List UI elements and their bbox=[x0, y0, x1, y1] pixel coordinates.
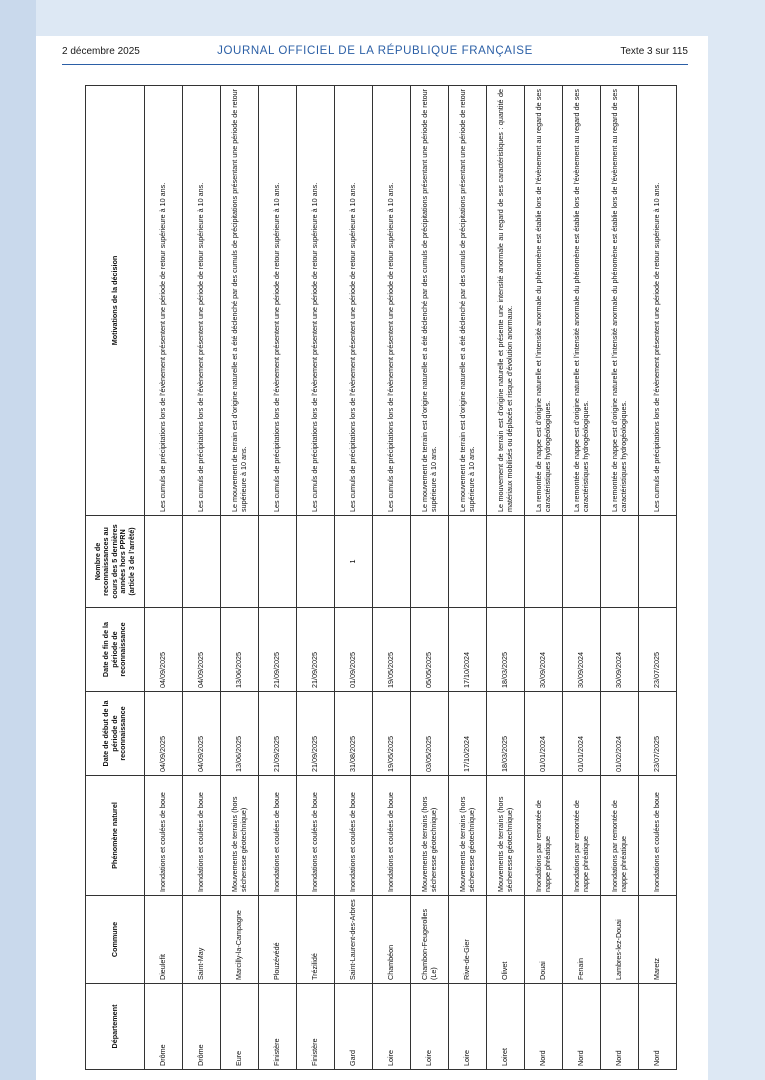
cell-date-debut: 01/01/2024 bbox=[563, 692, 601, 776]
table-header-row bbox=[86, 86, 145, 1070]
cell-motivation: La remontée de nappe est d’origine naturelle et l’intensité anormale du phénomène est établie lors de l’évènement au regard de ses caractéristiques hydrogéologiques. bbox=[525, 86, 563, 516]
cell-nombre-reconnaissances bbox=[221, 516, 259, 608]
cell-date-fin: 18/03/2025 bbox=[487, 608, 525, 692]
cell-date-debut: 01/02/2024 bbox=[601, 692, 639, 776]
table-row bbox=[335, 86, 373, 1070]
table-row bbox=[449, 86, 487, 1070]
cell-departement: Finistère bbox=[259, 984, 297, 1070]
cell-commune: Plouzévédé bbox=[259, 896, 297, 984]
cell-phenomene: Inondations par remontée de nappe phréatique bbox=[563, 776, 601, 896]
cell-date-fin: 30/09/2024 bbox=[525, 608, 563, 692]
cell-departement: Loire bbox=[411, 984, 449, 1070]
cell-nombre-reconnaissances bbox=[411, 516, 449, 608]
cell-date-debut: 17/10/2024 bbox=[449, 692, 487, 776]
cell-commune: Marcilly-la-Campagne bbox=[221, 896, 259, 984]
column-header-motivations: Motivations de la décision bbox=[86, 86, 145, 516]
cell-phenomene: Inondations par remontée de nappe phréatique bbox=[525, 776, 563, 896]
cell-commune: Chambon-Feugerolles (Le) bbox=[411, 896, 449, 984]
cell-motivation: Les cumuls de précipitations lors de l’évènement présentent une période de retour supérieure à 10 ans. bbox=[335, 86, 373, 516]
cell-nombre-reconnaissances bbox=[373, 516, 411, 608]
cell-motivation: Les cumuls de précipitations lors de l’évènement présentent une période de retour supérieure à 10 ans. bbox=[297, 86, 335, 516]
cell-departement: Loiret bbox=[487, 984, 525, 1070]
cell-date-debut: 19/05/2025 bbox=[373, 692, 411, 776]
cell-phenomene: Mouvements de terrains (hors sécheresse géotechnique) bbox=[487, 776, 525, 896]
cell-date-fin: 23/07/2025 bbox=[639, 608, 677, 692]
cell-date-fin: 17/10/2024 bbox=[449, 608, 487, 692]
column-header-commune: Commune bbox=[86, 896, 145, 984]
cell-phenomene: Inondations et coulées de boue bbox=[145, 776, 183, 896]
cell-nombre-reconnaissances bbox=[639, 516, 677, 608]
cell-date-debut: 04/09/2025 bbox=[183, 692, 221, 776]
cell-date-fin: 05/05/2025 bbox=[411, 608, 449, 692]
cell-motivation: La remontée de nappe est d’origine naturelle et l’intensité anormale du phénomène est établie lors de l’évènement au regard de ses caractéristiques hydrogéologiques. bbox=[563, 86, 601, 516]
cell-nombre-reconnaissances bbox=[525, 516, 563, 608]
cell-motivation: Les cumuls de précipitations lors de l’évènement présentent une période de retour supérieure à 10 ans. bbox=[373, 86, 411, 516]
publication-date: 2 décembre 2025 bbox=[62, 46, 140, 57]
cell-departement: Loire bbox=[449, 984, 487, 1070]
table-row bbox=[297, 86, 335, 1070]
column-header-nombre-reconnaissances: Nombre de reconnaissances au cours des 5 dernières années hors PPRN (article 3 de l’arrêté) bbox=[86, 516, 145, 608]
cell-phenomene: Inondations et coulées de boue bbox=[297, 776, 335, 896]
cell-commune: Douai bbox=[525, 896, 563, 984]
cell-phenomene: Mouvements de terrains (hors sécheresse géotechnique) bbox=[411, 776, 449, 896]
cell-date-debut: 03/05/2025 bbox=[411, 692, 449, 776]
cell-departement: Nord bbox=[639, 984, 677, 1070]
table-row bbox=[411, 86, 449, 1070]
cell-phenomene: Mouvements de terrains (hors sécheresse géotechnique) bbox=[221, 776, 259, 896]
cell-date-fin: 13/06/2025 bbox=[221, 608, 259, 692]
cell-departement: Finistère bbox=[297, 984, 335, 1070]
column-header-phenomene: Phénomène naturel bbox=[86, 776, 145, 896]
table-row bbox=[487, 86, 525, 1070]
cell-date-debut: 21/09/2025 bbox=[259, 692, 297, 776]
table-row bbox=[601, 86, 639, 1070]
cell-motivation: La remontée de nappe est d’origine naturelle et l’intensité anormale du phénomène est établie lors de l’évènement au regard de ses caractéristiques hydrogéologiques. bbox=[601, 86, 639, 516]
column-header-date-debut: Date de début de la période de reconnaissance bbox=[86, 692, 145, 776]
cell-date-fin: 04/09/2025 bbox=[183, 608, 221, 692]
cell-departement: Gard bbox=[335, 984, 373, 1070]
cell-nombre-reconnaissances: 1 bbox=[335, 516, 373, 608]
cell-nombre-reconnaissances bbox=[487, 516, 525, 608]
table-row bbox=[221, 86, 259, 1070]
recognition-table bbox=[85, 85, 677, 1070]
cell-commune: Saint-May bbox=[183, 896, 221, 984]
column-header-departement: Département bbox=[86, 984, 145, 1070]
cell-date-debut: 21/09/2025 bbox=[297, 692, 335, 776]
cell-motivation: Les cumuls de précipitations lors de l’évènement présentent une période de retour supérieure à 10 ans. bbox=[639, 86, 677, 516]
cell-date-fin: 19/05/2025 bbox=[373, 608, 411, 692]
cell-date-debut: 23/07/2025 bbox=[639, 692, 677, 776]
cell-phenomene: Inondations et coulées de boue bbox=[183, 776, 221, 896]
cell-motivation: Le mouvement de terrain est d’origine naturelle et a été déclenché par des cumuls de précipitations présentant une période de retour supérieure à 10 ans. bbox=[449, 86, 487, 516]
cell-date-fin: 30/09/2024 bbox=[601, 608, 639, 692]
cell-departement: Nord bbox=[525, 984, 563, 1070]
cell-date-fin: 30/09/2024 bbox=[563, 608, 601, 692]
cell-phenomene: Inondations par remontée de nappe phréatique bbox=[601, 776, 639, 896]
cell-commune: Saint-Laurent-des-Arbres bbox=[335, 896, 373, 984]
cell-commune: Trézilidé bbox=[297, 896, 335, 984]
table-row bbox=[525, 86, 563, 1070]
table-row bbox=[639, 86, 677, 1070]
table-row bbox=[259, 86, 297, 1070]
cell-departement: Nord bbox=[601, 984, 639, 1070]
cell-date-debut: 01/01/2024 bbox=[525, 692, 563, 776]
left-margin-band bbox=[0, 0, 36, 1080]
cell-departement: Loire bbox=[373, 984, 411, 1070]
cell-phenomene: Mouvements de terrains (hors sécheresse géotechnique) bbox=[449, 776, 487, 896]
cell-commune: Maretz bbox=[639, 896, 677, 984]
cell-phenomene: Inondations et coulées de boue bbox=[639, 776, 677, 896]
cell-date-fin: 01/09/2025 bbox=[335, 608, 373, 692]
column-header-date-fin: Date de fin de la période de reconnaissance bbox=[86, 608, 145, 692]
cell-commune: Rive-de-Gier bbox=[449, 896, 487, 984]
cell-date-debut: 04/09/2025 bbox=[145, 692, 183, 776]
cell-date-fin: 04/09/2025 bbox=[145, 608, 183, 692]
page-header bbox=[62, 46, 688, 62]
cell-date-debut: 13/06/2025 bbox=[221, 692, 259, 776]
table-row bbox=[563, 86, 601, 1070]
table-container bbox=[85, 86, 687, 1070]
table-row bbox=[183, 86, 221, 1070]
cell-nombre-reconnaissances bbox=[145, 516, 183, 608]
cell-commune: Fenain bbox=[563, 896, 601, 984]
cell-phenomene: Inondations et coulées de boue bbox=[259, 776, 297, 896]
cell-nombre-reconnaissances bbox=[259, 516, 297, 608]
cell-motivation: Les cumuls de précipitations lors de l’évènement présentent une période de retour supérieure à 10 ans. bbox=[145, 86, 183, 516]
cell-motivation: Le mouvement de terrain est d’origine naturelle et a été déclenché par des cumuls de précipitations présentant une période de retour supérieure à 10 ans. bbox=[221, 86, 259, 516]
cell-departement: Drôme bbox=[183, 984, 221, 1070]
cell-commune: Dieulefit bbox=[145, 896, 183, 984]
cell-commune: Lambres-lez-Douai bbox=[601, 896, 639, 984]
table-row bbox=[373, 86, 411, 1070]
cell-date-fin: 21/09/2025 bbox=[297, 608, 335, 692]
header-divider bbox=[62, 64, 688, 65]
cell-phenomene: Inondations et coulées de boue bbox=[335, 776, 373, 896]
table-row bbox=[145, 86, 183, 1070]
cell-date-debut: 31/08/2025 bbox=[335, 692, 373, 776]
cell-motivation: Les cumuls de précipitations lors de l’évènement présentent une période de retour supérieure à 10 ans. bbox=[183, 86, 221, 516]
cell-departement: Eure bbox=[221, 984, 259, 1070]
cell-motivation: Les cumuls de précipitations lors de l’évènement présentent une période de retour supérieure à 10 ans. bbox=[259, 86, 297, 516]
cell-nombre-reconnaissances bbox=[449, 516, 487, 608]
cell-nombre-reconnaissances bbox=[183, 516, 221, 608]
cell-nombre-reconnaissances bbox=[297, 516, 335, 608]
cell-commune: Olivet bbox=[487, 896, 525, 984]
cell-date-fin: 21/09/2025 bbox=[259, 608, 297, 692]
cell-nombre-reconnaissances bbox=[563, 516, 601, 608]
cell-commune: Chambéon bbox=[373, 896, 411, 984]
cell-nombre-reconnaissances bbox=[601, 516, 639, 608]
text-page-counter: Texte 3 sur 115 bbox=[620, 46, 688, 57]
cell-date-debut: 18/03/2025 bbox=[487, 692, 525, 776]
journal-title: JOURNAL OFFICIEL DE LA RÉPUBLIQUE FRANÇAISE bbox=[217, 45, 533, 57]
cell-phenomene: Inondations et coulées de boue bbox=[373, 776, 411, 896]
cell-motivation: Le mouvement de terrain est d’origine naturelle et présente une intensité anormale au regard de ses caractéristiques : quantité de matériaux mobilisés ou déplacés et risque d’évolution anormaux. bbox=[487, 86, 525, 516]
document-page bbox=[36, 36, 708, 1080]
cell-departement: Nord bbox=[563, 984, 601, 1070]
cell-departement: Drôme bbox=[145, 984, 183, 1070]
cell-motivation: Le mouvement de terrain est d’origine naturelle et a été déclenché par des cumuls de précipitations présentant une période de retour supérieure à 10 ans. bbox=[411, 86, 449, 516]
